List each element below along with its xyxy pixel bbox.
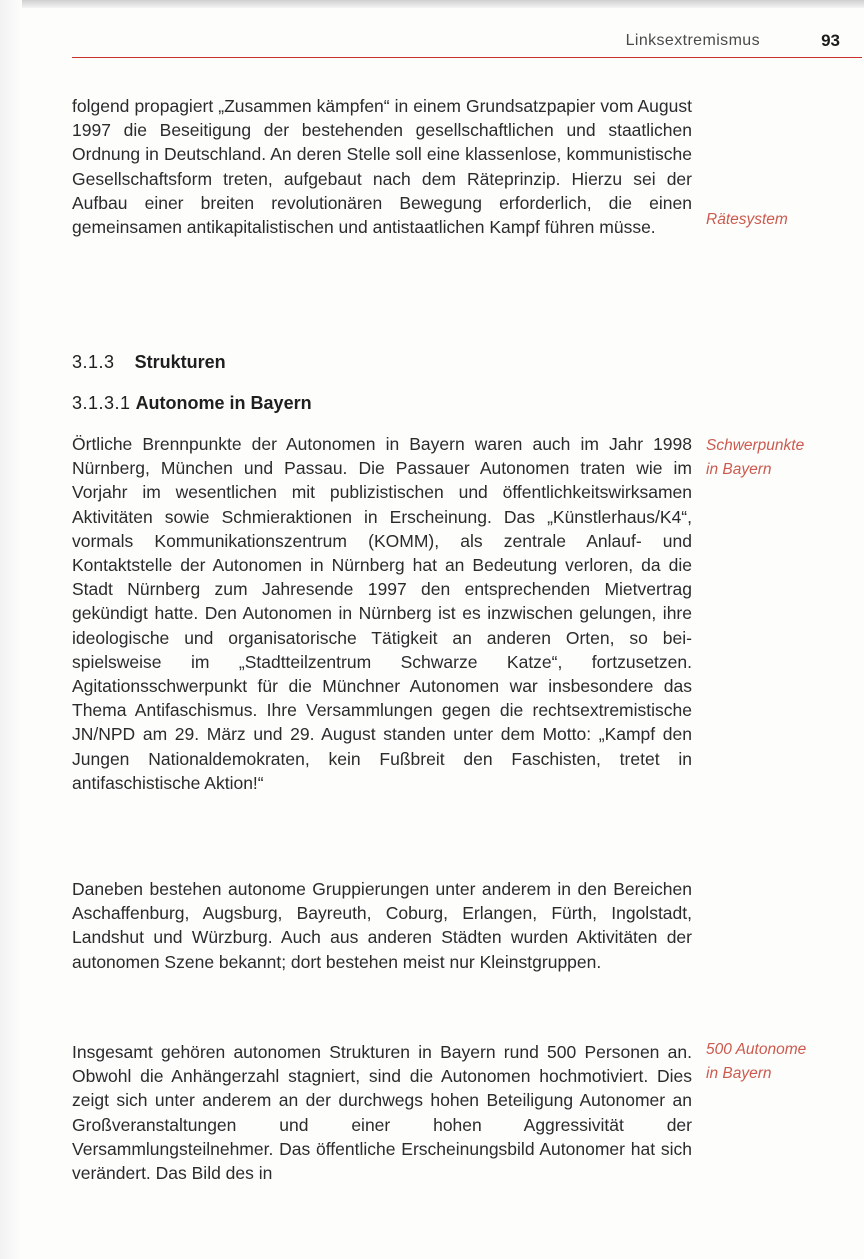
- heading-title: Strukturen: [134, 352, 226, 372]
- paragraph-4: Insgesamt gehören autonomen Strukturen in Bayern rund 500 Personen an. Obwohl die Anhängerzahl stagniert, sind die Autonomen hochmotiviert. Dies zeigt sich unter anderem an der durchwegs hohen Beteiligung Autonomer an Großveranstaltungen und einer hohen Aggressivität der Versammlungsteilnehmer. Das öffentliche Erscheinungsbild Autonomer hat sich verändert. Das Bild des in: [72, 1042, 692, 1184]
- paragraph-3: Daneben bestehen autonome Gruppierungen unter anderem in den Bereichen Aschaffenburg, Augsburg, Bayreuth, Coburg, Erlangen, Fürth, Ingolstadt, Landshut und Würzburg. Auch aus anderen Städten wurden Aktivitäten der autonomen Szene bekannt; dort bestehen meist nur Kleinstgruppen.: [72, 879, 692, 972]
- paragraph-2-block: [72, 432, 692, 795]
- subheading-title: Autonome in Bayern: [135, 393, 312, 413]
- margin-note-line: in Bayern: [706, 461, 772, 478]
- margin-note-500-autonome: [706, 1038, 856, 1086]
- subheading-number: 3.1.3.1: [72, 393, 131, 413]
- heading-3-1-3-1: [72, 393, 312, 414]
- paragraph-1-block: [72, 94, 692, 239]
- paragraph-2: Örtliche Brennpunkte der Autonomen in Bayern waren auch im Jahr 1998 Nürnberg, München und Passau. Die Passauer Autonomen traten wie im Vorjahr im wesentlichen mit publizistischen und öffentlichkeitswirksamen Aktivitäten sowie Schmieraktionen in Erscheinung. Das „Künstlerhaus/K4“, vormals Kommunikationszentrum (KOMM), als zentrale Anlauf- und Kontaktstelle der Autonomen in Nürnberg hat an Bedeutung verloren, da die Stadt Nürnberg zum Jahresende 1997 den entsprechenden Mietvertrag gekündigt hatte. Den Autonomen in Nürnberg ist es inzwischen gelungen, ihre ideologische und organisatorische Tätigkeit an anderen Orten, so beispielsweise im „Stadtteilzentrum Schwarze Katze“, fortzusetzen. Agitationsschwerpunkt für die Münchner Autonomen war insbesondere das Thema Antifaschismus. Ihre Versammlungen gegen die rechtsextremistische JN/NPD am 29. März und 29. August standen unter dem Motto: „Kampf den Jungen Nationaldemokraten, kein Fußbreit den Faschisten, tretet in antifaschistische Aktion!“: [72, 434, 692, 793]
- running-title: Linksextremismus: [625, 32, 760, 49]
- margin-note-raetesystem: Rätesystem: [706, 211, 788, 228]
- margin-note-line: 500 Autonome: [706, 1041, 807, 1058]
- margin-note-schwerpunkte: [706, 434, 856, 482]
- paragraph-1: folgend propagiert „Zusammen kämpfen“ in einem Grundsatzpapier vom August 1997 die Beseitigung der bestehenden gesellschaftlichen und staatlichen Ordnung in Deutschland. An deren Stelle soll eine klassenlose, kommunistische Gesellschaftsform treten, aufgebaut nach dem Räteprinzip. Hierzu sei der Aufbau einer breiten revolutionären Bewegung erforderlich, die einen gemeinsamen antikapitalistischen und antistaatlichen Kampf führen müsse.: [72, 96, 692, 238]
- paragraph-4-block: [72, 1040, 692, 1185]
- page-top-shadow: [0, 0, 864, 8]
- page-number: 93: [821, 31, 840, 50]
- heading-number: 3.1.3: [72, 352, 115, 372]
- heading-3-1-3: [72, 352, 226, 373]
- running-head: [72, 30, 848, 56]
- page-gutter-shadow: [0, 0, 22, 1259]
- paragraph-3-block: [72, 877, 692, 974]
- header-rule: [72, 57, 862, 58]
- margin-note-line: in Bayern: [706, 1065, 772, 1082]
- margin-note-line: Schwerpunkte: [706, 437, 805, 454]
